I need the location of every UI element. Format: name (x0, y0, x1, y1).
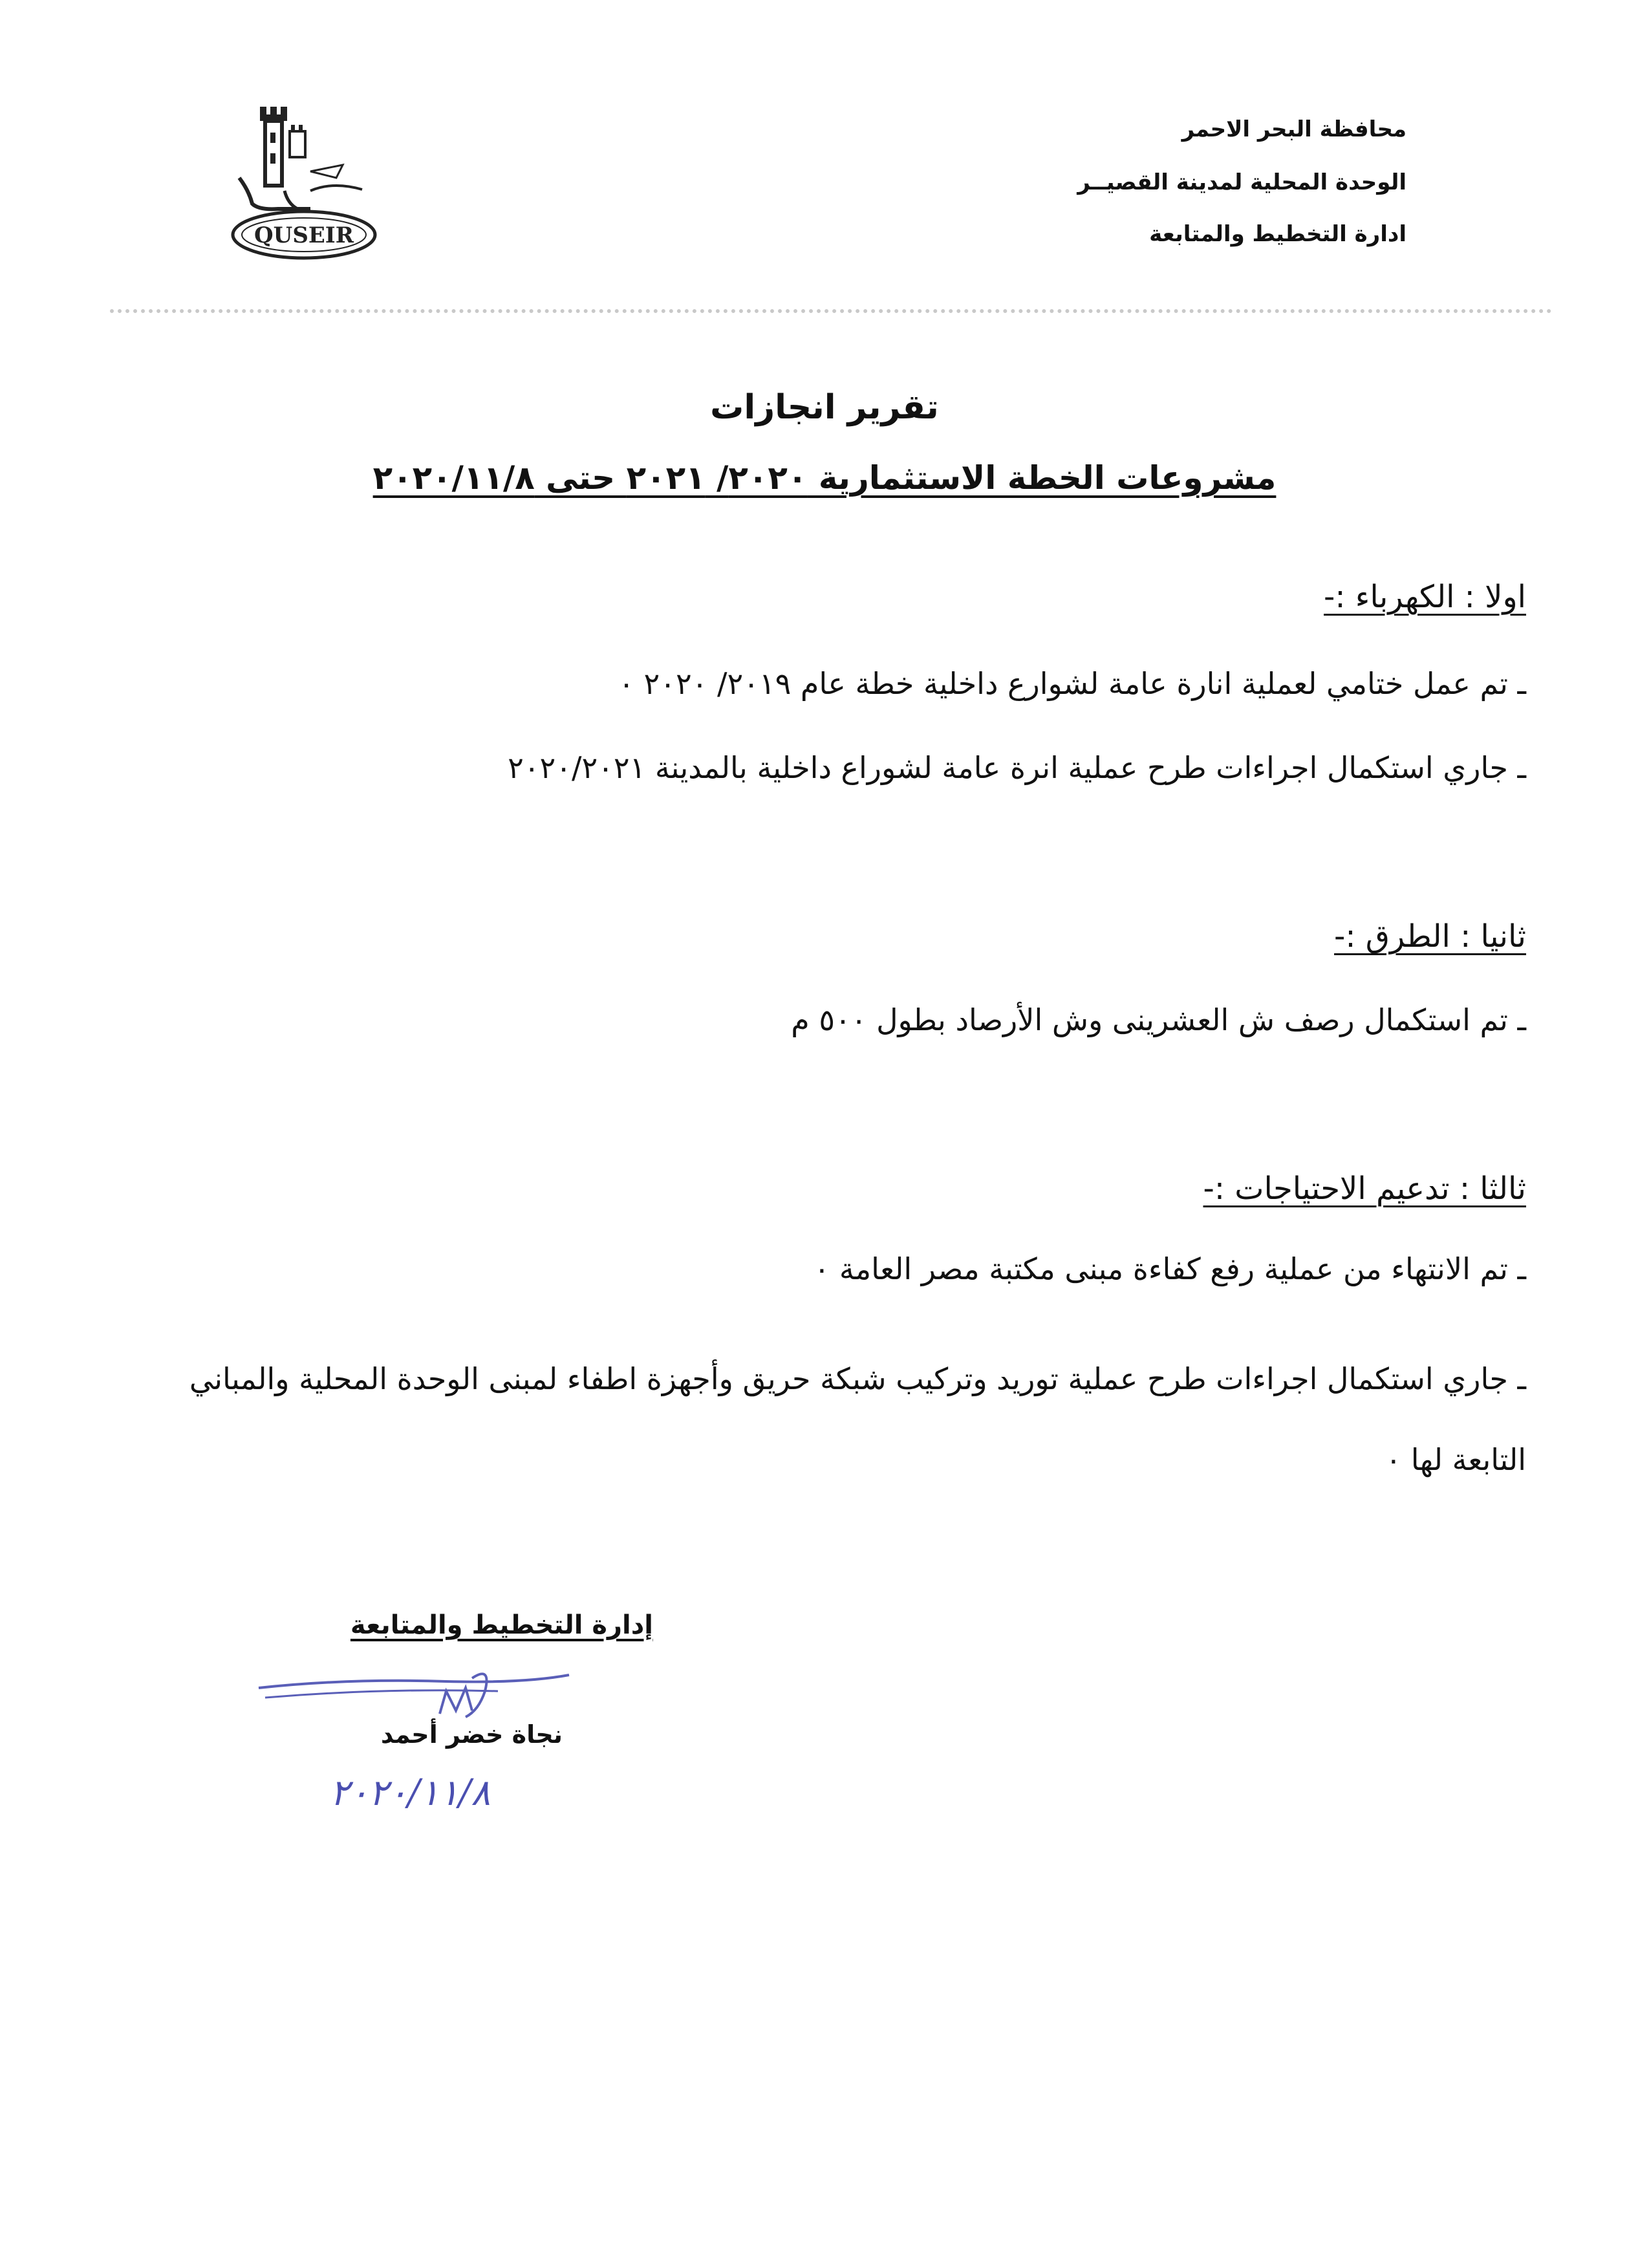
header-department: ادارة التخطيط والمتابعة (1149, 221, 1406, 247)
handwritten-date: ٢٠٢٠/١١/٨ (330, 1772, 491, 1814)
section-item: ـ جاري استكمال اجراءات طرح عملية انرة عامة لشوراع داخلية بالمدينة ٢٠٢٠/٢٠٢١ (508, 750, 1526, 785)
logo-text: QUSEIR (254, 222, 354, 248)
signatory-name: نجاة خضر أحمد (380, 1720, 563, 1749)
section-heading-roads: ثانيا : الطرق :- (1334, 918, 1526, 955)
header-local-unit: الوحدة المحلية لمدينة القصيــر (1077, 169, 1406, 195)
section-item: ـ تم استكمال رصف ش العشرينى وش الأرصاد بطول ٥٠٠ م (791, 1002, 1526, 1037)
header-separator (110, 309, 1552, 313)
report-title: تقرير انجازات (710, 388, 939, 427)
report-subtitle-wrap (0, 459, 1649, 497)
city-logo (213, 94, 394, 275)
header-governorate: محافظة البحر الاحمر (1181, 116, 1406, 142)
section-item: ـ جاري استكمال اجراءات طرح عملية توريد وتركيب شبكة حريق وأجهزة اطفاء لمبنى الوحدة المحلية والمباني التابعة لها ٠ (189, 1361, 1526, 1477)
report-subtitle: مشروعات الخطة الاستثمارية ٢٠٢٠/ ٢٠٢١ حتى ٢٠٢٠/١١/٨ (372, 459, 1277, 497)
section-item: ـ تم الانتهاء من عملية رفع كفاءة مبنى مكتبة مصر العامة ٠ (814, 1251, 1526, 1286)
section-item: ـ تم عمل ختامي لعملية انارة عامة لشوارع داخلية خطة عام ٢٠١٩/ ٢٠٢٠ ٠ (618, 666, 1526, 701)
section-heading-electricity: اولا : الكهرباء :- (1324, 579, 1526, 615)
section-heading-needs-support: ثالثا : تدعيم الاحتياجات :- (1203, 1171, 1526, 1207)
handwritten-signature (252, 1652, 576, 1723)
signature-department: إدارة التخطيط والمتابعة (350, 1610, 653, 1640)
